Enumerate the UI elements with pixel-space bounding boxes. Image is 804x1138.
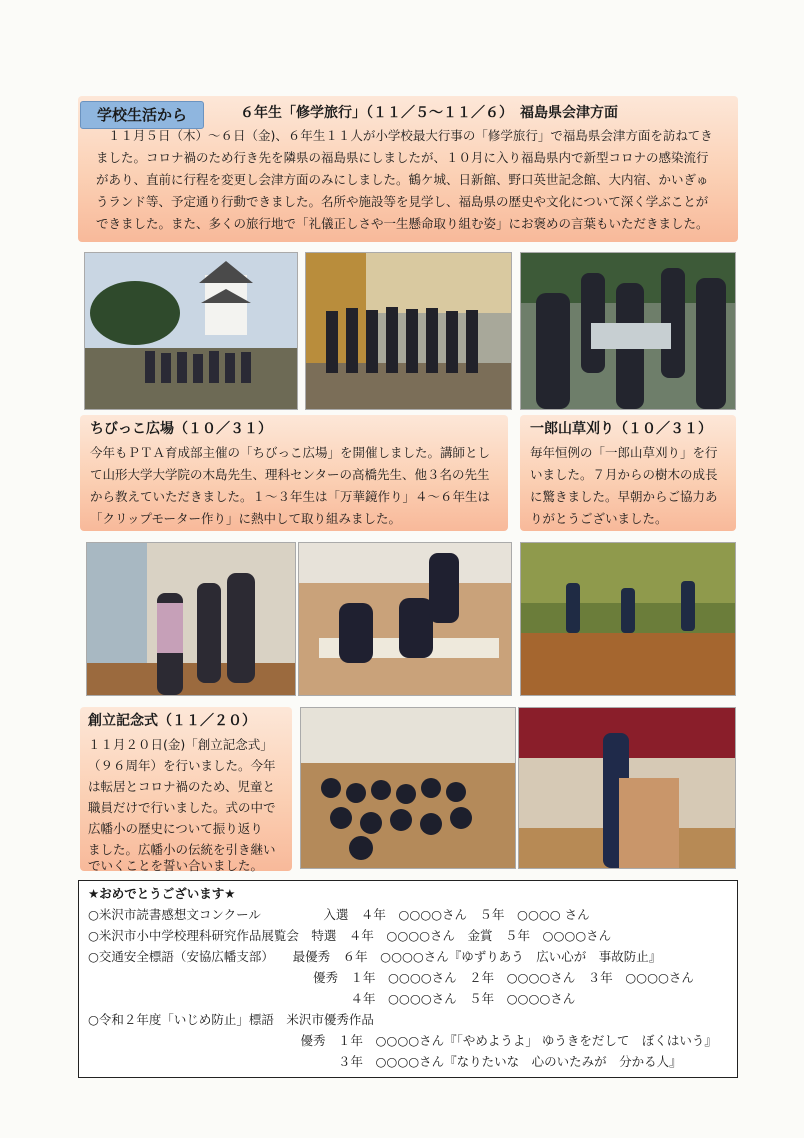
ichiro-title: 一郎山草刈り（１０／３１） <box>530 421 712 437</box>
ichiro-line: 毎年恒例の「一郎山草刈り」を行 <box>530 445 718 460</box>
ceremony-line: 職員だけで行いました。式の中で <box>88 800 276 815</box>
speech-photo <box>518 707 736 869</box>
ceremony-line: は転居とコロナ禍のため、児童と <box>88 779 276 794</box>
ceremony-title: 創立記念式（１１／２０） <box>88 713 256 729</box>
ichiro-line: いました。７月からの樹木の成長 <box>530 467 718 482</box>
award-line: 優秀 １年 ○○○○さん『「やめようよ」 ゆうきをだして ぼくはいう』 <box>88 1033 717 1048</box>
museum-visit-photo <box>520 252 736 410</box>
ceremony-line: でいくことを誓い合いました。 <box>88 858 264 873</box>
castle-group-photo <box>84 252 298 410</box>
trip-title: ６年生「修学旅行」（１１／５～１１／６） 福島県会津方面 <box>240 105 618 121</box>
award-line: ３年 ○○○○さん『なりたいな 心のいたみが 分かる人』 <box>88 1054 682 1069</box>
chibikko-line: から教えていただきました。１～３年生は「万華鏡作り」４～６年生は <box>90 489 491 504</box>
ceremony-line: １１月２０日(金)「創立記念式」 <box>88 737 273 752</box>
assembly-photo <box>300 707 516 869</box>
trip-line: うランド等、予定通り行動できました。名所や施設等を見学し、福島県の歴史や文化について深く学ぶことが <box>96 194 709 209</box>
awards-heading: ★おめでとうございます★ <box>88 886 236 901</box>
award-line: ○令和２年度「いじめ防止」標語 米沢市優秀作品 <box>88 1012 374 1027</box>
award-line: ○米沢市小中学校理科研究作品展覧会 特選 ４年 ○○○○さん 金賞 ５年 ○○○○さん <box>88 928 612 943</box>
ceremony-line: 広幡小の歴史について振り返り <box>88 821 263 836</box>
chibikko-line: て山形大学大学院の木島先生、理科センターの高橋先生、他３名の先生 <box>90 467 490 482</box>
trip-line: ました。コロナ禍のため行き先を隣県の福島県にしましたが、１０月に入り福島県内で新型コロナの感染流行 <box>96 150 709 165</box>
section-badge: 学校生活から <box>80 101 204 129</box>
ichiro-line: に驚きました。早朝からご協力あ <box>530 489 718 504</box>
chibikko-title: ちびっこ広場（１０／３１） <box>90 421 272 437</box>
ceremony-line: （９６周年）を行いました。今年 <box>88 758 276 773</box>
kaleidoscope-photo <box>86 542 296 696</box>
award-line: ○米沢市読書感想文コンクール 入選 ４年 ○○○○さん ５年 ○○○○ さん <box>88 907 590 922</box>
trip-line: １１月５日（木）～６日（金)、６年生１１人が小学校最大行事の「修学旅行」で福島県会津方面を訪ねてき <box>108 128 713 143</box>
award-line: ○交通安全標語（安協広幡支部） 最優秀 ６年 ○○○○さん『ゆずりあう 広い心が 事故防止』 <box>88 949 662 964</box>
ceremony-line: ました。広幡小の伝統を引き継い <box>88 842 276 857</box>
clip-motor-photo <box>298 542 512 696</box>
ichiro-line: りがとうございました。 <box>530 511 668 526</box>
trip-line: できました。また、多くの旅行地で「礼儀正しさや一生懸命取り組む姿」にお褒めの言葉もいただきました。 <box>96 216 709 231</box>
award-line: ４年 ○○○○さん ５年 ○○○○さん <box>88 991 576 1006</box>
chibikko-line: 今年もＰＴＡ育成部主催の「ちびっこ広場」を開催しました。講師とし <box>90 445 491 460</box>
grass-cutting-photo <box>520 542 736 696</box>
town-group-photo <box>305 252 512 410</box>
award-line: 優秀 １年 ○○○○さん ２年 ○○○○さん ３年 ○○○○さん <box>88 970 694 985</box>
chibikko-line: 「クリップモーター作り」に熱中して取り組みました。 <box>90 511 402 526</box>
trip-line: があり、直前に行程を変更し会津方面のみにしました。鶴ケ城、日新館、野口英世記念館、大内宿、かいぎゅ <box>96 172 709 187</box>
